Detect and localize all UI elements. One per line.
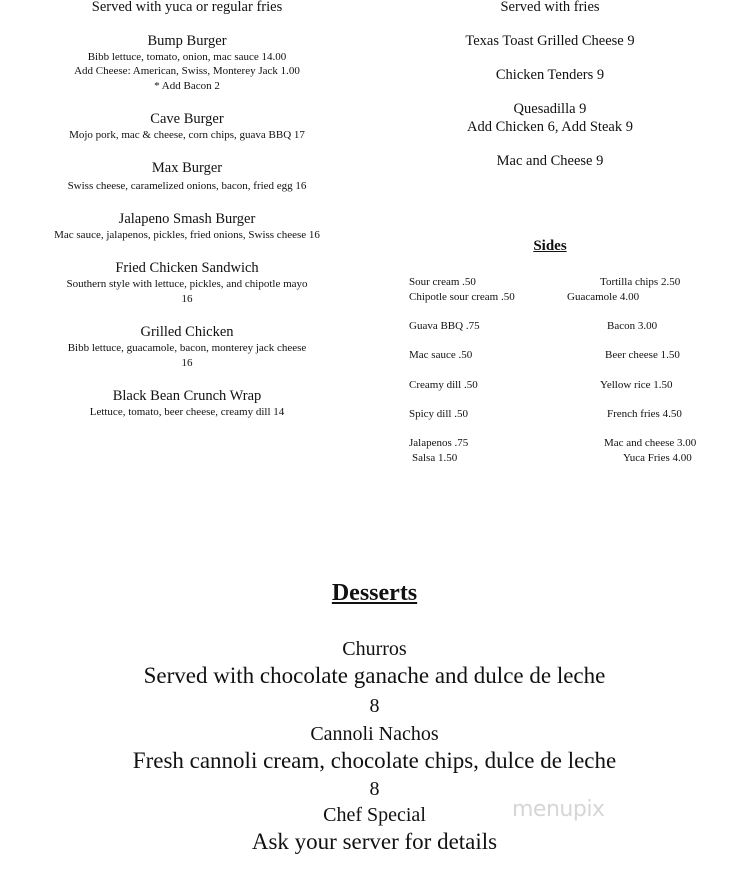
kids-item: Chicken Tenders 9 [495, 67, 605, 83]
menu-item-desc: Swiss cheese, caramelized onions, bacon, fried egg 16 [67, 180, 307, 192]
kids-item: Texas Toast Grilled Cheese 9 [465, 33, 635, 49]
side-item: Guava BBQ .75 [409, 320, 480, 332]
side-item: Chipotle sour cream .50 [409, 291, 515, 303]
menu-item-desc: 16 [181, 293, 193, 305]
menu-item-desc: Southern style with lettuce, pickles, and chipotle mayo [66, 278, 308, 290]
dessert-desc: Fresh cannoli cream, chocolate chips, dulce de leche [132, 748, 617, 773]
side-item: Salsa 1.50 [412, 452, 458, 464]
right-top-note: Served with fries [500, 0, 600, 15]
menu-item-desc: 16 [181, 357, 193, 369]
menu-item-desc: Mojo pork, mac & cheese, corn chips, guava BBQ 17 [69, 129, 305, 141]
menu-item-name: Max Burger [151, 160, 223, 176]
side-item: French fries 4.50 [607, 408, 682, 420]
menu-item-name: Black Bean Crunch Wrap [112, 388, 262, 404]
dessert-price: 8 [369, 695, 380, 717]
side-item: Spicy dill .50 [409, 408, 468, 420]
menu-item-desc: Lettuce, tomato, beer cheese, creamy dill 14 [89, 406, 285, 418]
kids-item: Quesadilla 9 [513, 101, 587, 117]
side-item: Sour cream .50 [409, 276, 476, 288]
dessert-desc: Ask your server for details [251, 829, 498, 854]
dessert-price: 8 [369, 778, 380, 800]
dessert-desc: Served with chocolate ganache and dulce de leche [143, 663, 606, 688]
menu-item-desc: Mac sauce, jalapenos, pickles, fried onions, Swiss cheese 16 [54, 229, 320, 241]
side-item: Mac and cheese 3.00 [604, 437, 697, 449]
menu-item-name: Jalapeno Smash Burger [118, 211, 256, 227]
side-item: Yellow rice 1.50 [600, 379, 673, 391]
menu-item-name: Grilled Chicken [140, 324, 234, 340]
menu-item-name: Bump Burger [147, 33, 227, 49]
side-item: Guacamole 4.00 [567, 291, 640, 303]
menu-item-desc: Add Cheese: American, Swiss, Monterey Jack 1.00 [74, 65, 300, 77]
sides-heading: Sides [533, 238, 567, 254]
side-item: Jalapenos .75 [409, 437, 469, 449]
kids-item: Mac and Cheese 9 [496, 153, 604, 169]
menu-item-desc: Bibb lettuce, tomato, onion, mac sauce 14.00 [87, 51, 287, 63]
left-top-note: Served with yuca or regular fries [91, 0, 283, 15]
side-item: Creamy dill .50 [409, 379, 478, 391]
menu-item-name: Cave Burger [150, 111, 224, 127]
side-item: Yuca Fries 4.00 [623, 452, 692, 464]
side-item: Tortilla chips 2.50 [600, 276, 681, 288]
dessert-name: Churros [342, 638, 407, 660]
menu-item-desc: * Add Bacon 2 [154, 80, 220, 92]
dessert-name: Chef Special [323, 804, 426, 826]
side-item: Mac sauce .50 [409, 349, 473, 361]
menu-item-name: Fried Chicken Sandwich [115, 260, 259, 276]
kids-item: Add Chicken 6, Add Steak 9 [467, 119, 633, 135]
menupix-watermark: menupix [512, 797, 605, 822]
side-item: Beer cheese 1.50 [605, 349, 680, 361]
desserts-heading: Desserts [331, 580, 418, 606]
side-item: Bacon 3.00 [607, 320, 658, 332]
dessert-name: Cannoli Nachos [310, 723, 439, 745]
menu-item-desc: Bibb lettuce, guacamole, bacon, monterey jack cheese [67, 342, 307, 354]
